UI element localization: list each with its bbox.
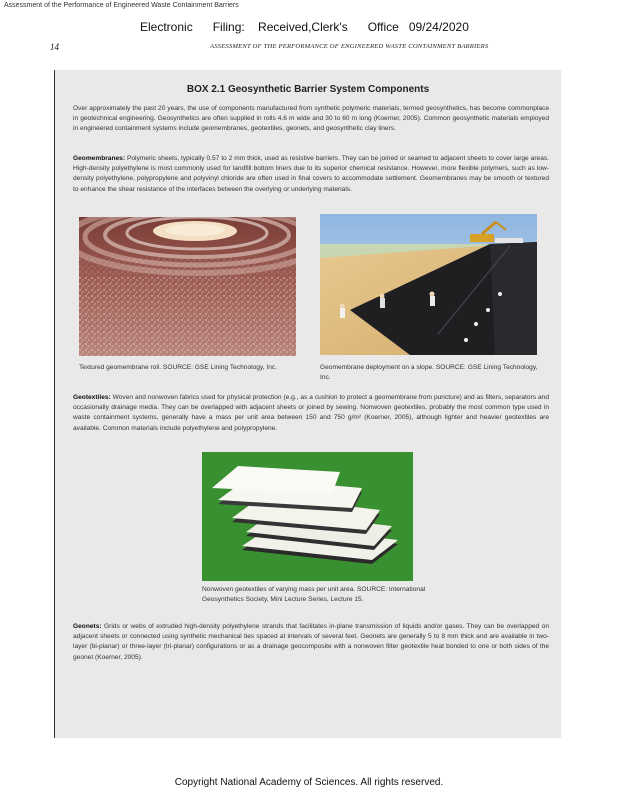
geomembrane-slope-photo (320, 214, 537, 355)
caption-geomembrane-slope: Geomembrane deployment on a slope. SOURCE: GSE Lining Technology, Inc. (320, 364, 538, 381)
geotextiles-label: Geotextiles: (73, 394, 111, 401)
caption-geotextile: Nonwoven geotextiles of varying mass per unit area. SOURCE: International Geosynthetics Society, Mini Lecture Series, Lecture 15. (202, 586, 426, 603)
copyright-footer: Copyright National Academy of Sciences. All rights reserved. (174, 777, 444, 788)
geotextiles-paragraph (73, 393, 549, 434)
geomembrane-roll-photo (79, 217, 296, 356)
intro-paragraph: Over approximately the past 20 years, the use of components manufactured from synthetic polymeric materials, termed geosynthetics, has become commonplace in geotechnical engineering. Geosynthetics are often supplied in rolls 4.6 m wide and 30 to 60 m long (Koerner, 2005). Common geosynthetic materials employed in engineered containment systems include geomembranes, geotextiles, geonets, and geosynthetic clay liners. (73, 105, 549, 133)
box-title: BOX 2.1 Geosynthetic Barrier System Components (186, 84, 430, 95)
geomembranes-paragraph (73, 154, 549, 195)
geomembranes-text: Polymeric sheets, typically 0.57 to 2 mm thick, used as resistive barriers. They can be joined or seamed to adjacent sheets to cover large areas. High-density polyethylene is most commonly used for landfill bottom liners due to its superior chemical resistance. However, more flexible polymers, such as low-density polyethylene, polypropylene and polyvinyl chloride are often used in final covers to accommodate settlement. Geomembranes may be smooth or textured to enhance the shear resistance of the interfaces between the overlying or underlying materials. (73, 155, 549, 193)
geonets-label: Geonets: (73, 623, 102, 630)
geonets-text: Grids or webs of extruded high-density polyethylene strands that facilitates in-plane transmission of liquids and/or gases. They can be overlapped on adjacent sheets or connected using synthetic mechanical ties spaced at intervals of several feet. Geonets are generally 5 to 8 mm thick and are available in two-layer (bi-planar) or three-layer (tri-planar) configurations or as a drainage geocomposite with a nonwoven filter geotextile heat bonded to one or both sides of the geonet (Koerner, 2005). (73, 623, 549, 661)
geonets-paragraph (73, 622, 549, 663)
filing-stamp: Electronic Filing: Received,Clerk's Office 09/24/2020 (140, 20, 469, 34)
geotextile-photo (202, 452, 413, 581)
geomembranes-label: Geomembranes: (73, 155, 126, 162)
document-title: Assessment of the Performance of Engineered Waste Containment Barriers (4, 2, 239, 9)
running-head: ASSESSMENT OF THE PERFORMANCE OF ENGINEERED WASTE CONTAINMENT BARRIERS (210, 43, 489, 50)
caption-geomembrane-roll: Textured geomembrane roll. SOURCE: GSE Lining Technology, Inc. (79, 364, 278, 371)
geotextiles-text: Woven and nonwoven fabrics used for physical protection (e.g., as a cushion to protect a geomembrane from puncture) and as filters, separators and occasionally drainage media. They can be overlapped with adjacent sheets or joined by sewing. Nonwoven geotextiles, probably the most common type used in waste containment systems, generally have a mass per unit area between 150 and 750 g/m² (Koerner, 2005), although lighter and heavier geotextiles are available. Common materials include polyethylene and polypropylene. (73, 394, 549, 432)
left-rule (54, 70, 55, 738)
page-number: 14 (50, 42, 59, 52)
